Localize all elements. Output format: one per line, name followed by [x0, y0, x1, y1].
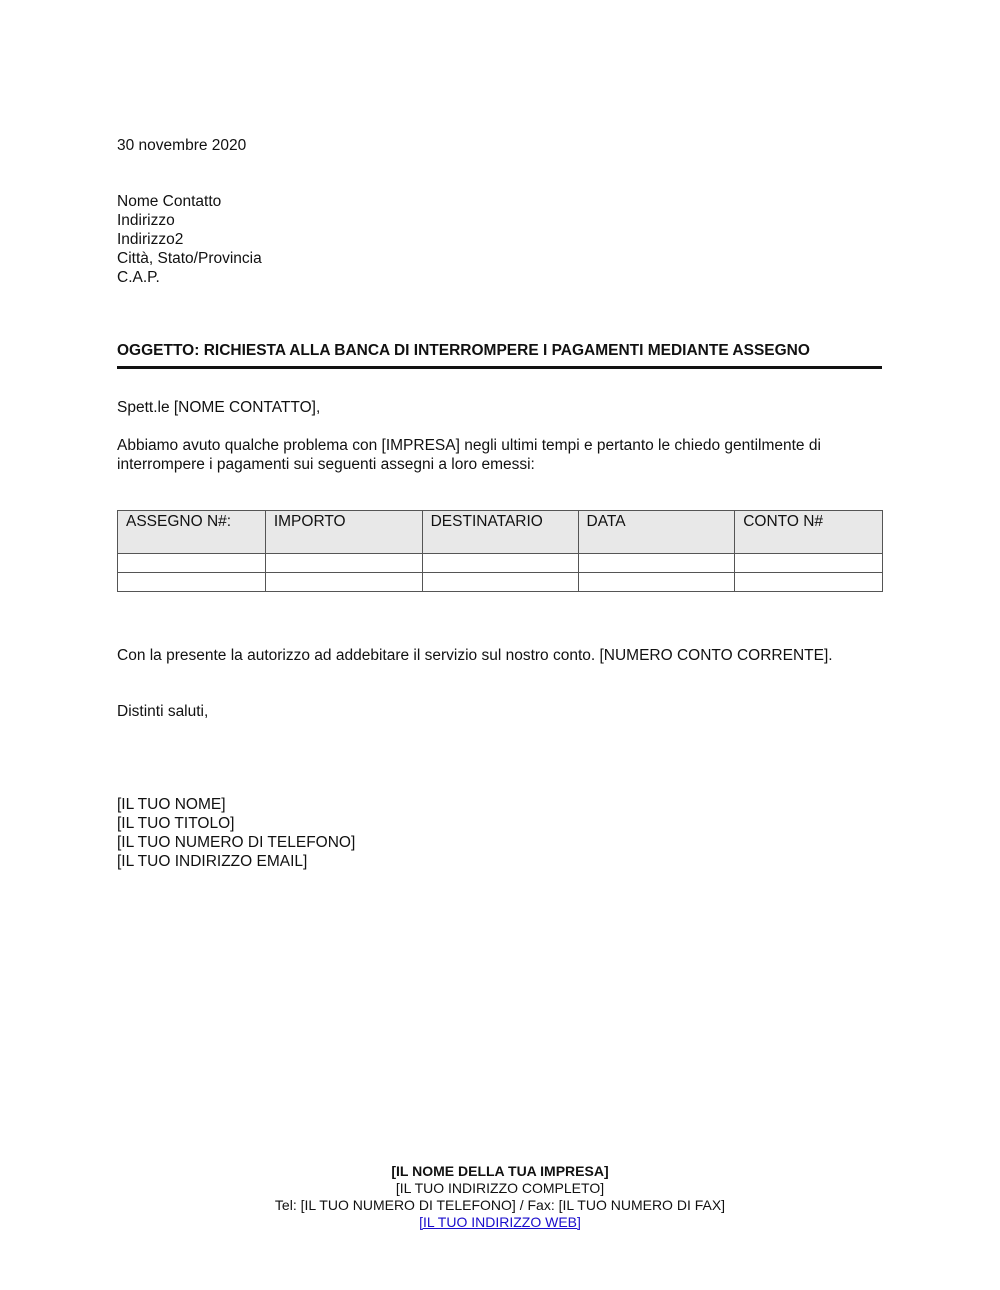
table-cell[interactable] [118, 554, 266, 573]
recipient-address [117, 192, 262, 287]
table-row [118, 554, 883, 573]
footer-address: [IL TUO INDIRIZZO COMPLETO] [395, 1180, 605, 1196]
recipient-postal-code: C.A.P. [117, 269, 160, 286]
subject-line: OGGETTO: RICHIESTA ALLA BANCA DI INTERROMPERE I PAGAMENTI MEDIANTE ASSEGNO [117, 342, 810, 359]
recipient-address-line2: Indirizzo2 [117, 231, 184, 248]
letter-date: 30 novembre 2020 [117, 137, 247, 154]
table-cell[interactable] [578, 573, 735, 592]
checks-table [117, 510, 883, 592]
signature-block [117, 795, 355, 871]
body-paragraph: Abbiamo avuto qualche problema con [IMPRESA] negli ultimi tempi e pertanto le chiedo gentilmente di interrompere i pagamenti sui seguenti assegni a loro emessi: [117, 437, 821, 473]
footer-website-link[interactable]: [IL TUO INDIRIZZO WEB] [419, 1214, 581, 1230]
recipient-name: Nome Contatto [117, 193, 222, 210]
closing: Distinti saluti, [117, 703, 209, 720]
footer-contact: Tel: [IL TUO NUMERO DI TELEFONO] / Fax: [IL TUO NUMERO DI FAX] [274, 1197, 726, 1213]
signature-title: [IL TUO TITOLO] [117, 815, 235, 832]
letterhead-footer [0, 1163, 1000, 1231]
signature-phone: [IL TUO NUMERO DI TELEFONO] [117, 834, 356, 851]
table-cell[interactable] [118, 573, 266, 592]
header-account-number: CONTO N# [735, 511, 883, 554]
header-check-number: ASSEGNO N#: [118, 511, 266, 554]
authorization-paragraph: Con la presente la autorizzo ad addebitare il servizio sul nostro conto. [NUMERO CONTO CORRENTE]. [117, 647, 833, 664]
header-payee: DESTINATARIO [422, 511, 578, 554]
salutation: Spett.le [NOME CONTATTO], [117, 399, 321, 416]
recipient-city-state: Città, Stato/Provincia [117, 250, 262, 267]
table-cell[interactable] [578, 554, 735, 573]
signature-name: [IL TUO NOME] [117, 796, 226, 813]
footer-company-name: [IL NOME DELLA TUA IMPRESA] [391, 1163, 609, 1179]
table-cell[interactable] [735, 554, 883, 573]
table-header-row [118, 511, 883, 554]
recipient-address-line1: Indirizzo [117, 212, 175, 229]
table-cell[interactable] [422, 573, 578, 592]
signature-email: [IL TUO INDIRIZZO EMAIL] [117, 853, 308, 870]
header-date: DATA [578, 511, 735, 554]
subject-divider [117, 366, 882, 369]
table-cell[interactable] [265, 554, 422, 573]
table-row [118, 573, 883, 592]
table-cell[interactable] [735, 573, 883, 592]
table-cell[interactable] [265, 573, 422, 592]
table-cell[interactable] [422, 554, 578, 573]
header-amount: IMPORTO [265, 511, 422, 554]
